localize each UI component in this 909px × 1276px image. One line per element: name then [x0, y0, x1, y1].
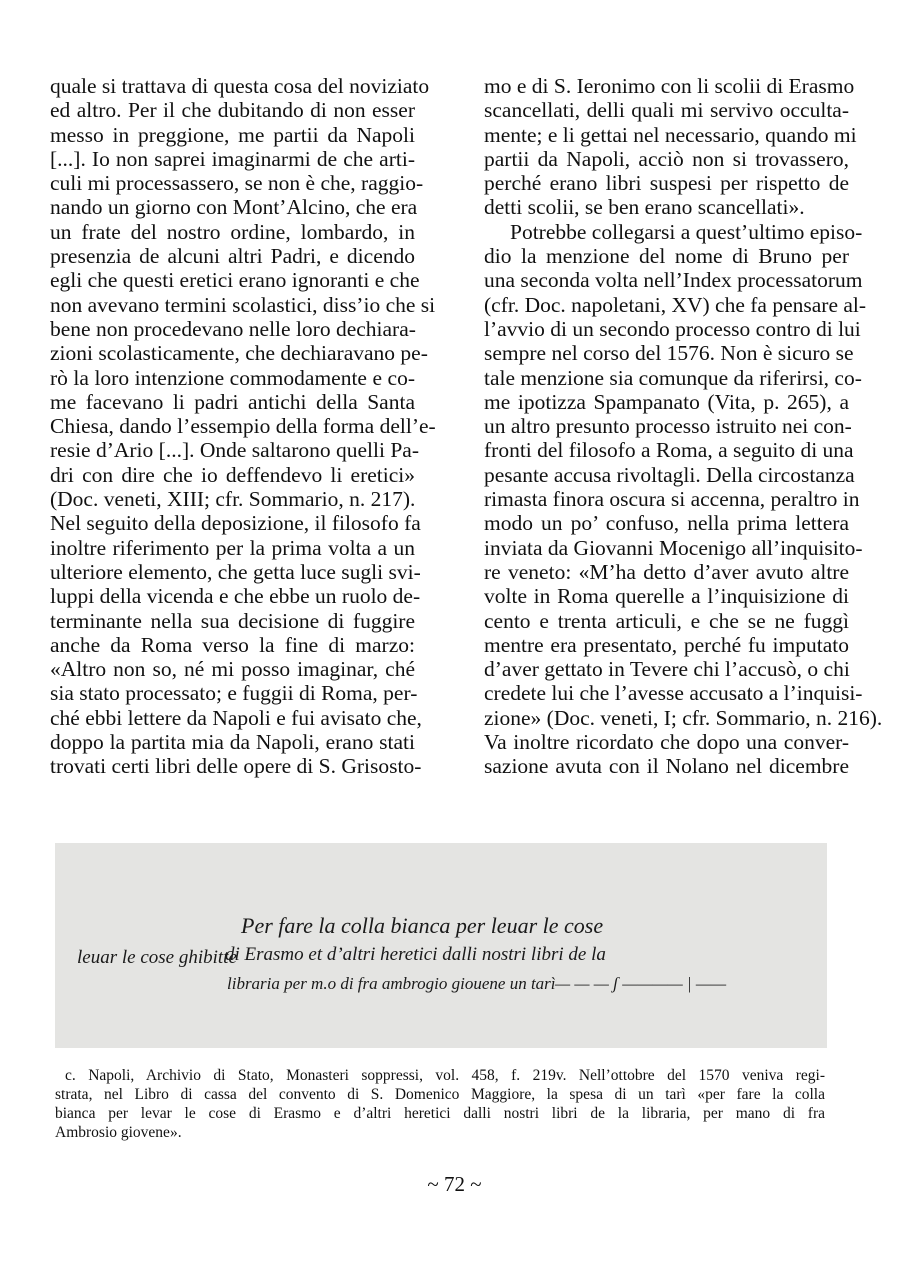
text-line: Chiesa, dando l’essempio della forma dell’e- [50, 414, 436, 439]
text-line: culi mi processassero, se non è che, raggio- [50, 171, 424, 196]
text-line: [...]. Io non saprei imaginarmi de che arti- [50, 146, 415, 171]
text-line: detti scolii, se ben erano scancellati». [484, 195, 805, 220]
text-line: terminante nella sua decisione di fuggire [50, 608, 415, 633]
text-line: partii da Napoli, acciò non si trovassero, [484, 146, 849, 171]
text-line: quale si trattava di questa cosa del noviziato [50, 74, 430, 98]
text-line: mentre era presentato, perché fu imputato [484, 632, 849, 657]
text-line: me facevano li padri antichi della Santa [50, 389, 415, 414]
text-line: ulteriore elemento, che getta luce sugli svi- [50, 559, 421, 584]
page-number: ~ 72 ~ [427, 1172, 482, 1196]
caption-line: Ambrosio giovene». [55, 1124, 182, 1141]
left-column [50, 74, 436, 779]
manuscript-image [55, 843, 827, 1048]
text-line: egli che questi eretici erano ignoranti e che [50, 268, 420, 293]
text-line: un altro presunto processo istruito nei con- [484, 414, 852, 439]
text-line: Potrebbe collegarsi a quest’ultimo episo- [510, 219, 863, 244]
manuscript-line: di Erasmo et d’altri heretici dalli nostri libri de la [225, 944, 606, 965]
text-line: un frate del nostro ordine, lombardo, in [50, 219, 415, 244]
text-line: re veneto: «M’ha detto d’aver avuto altre [484, 559, 849, 584]
text-line: d’aver gettato in Tevere chi l’accusò, o chi [484, 657, 850, 682]
text-line: una seconda volta nell’Index processatorum [484, 268, 863, 293]
text-line: credete lui che l’avesse accusato a l’inquisi- [484, 681, 863, 706]
text-line: volte in Roma querelle a l’inquisizione di [484, 584, 849, 609]
text-line: mente; e li gettai nel necessario, quando mi [484, 122, 857, 147]
text-line: fronti del filosofo a Roma, a seguito di una [484, 438, 854, 463]
caption-line: bianca per levar le cose di Erasmo e d’altri heretici dalli nostri libri de la libraria, per mano di fra [55, 1105, 825, 1122]
text-line: l’avvio di un secondo processo contro di lui [484, 316, 861, 341]
right-column [484, 74, 883, 779]
text-line: resie d’Ario [...]. Onde saltarono quelli Pa- [50, 438, 419, 463]
text-line: luppi della vicenda e che ebbe un ruolo de- [50, 584, 421, 609]
text-line: pesante accusa rivoltagli. Della circostanza [484, 462, 855, 487]
text-line: (Doc. veneti, XIII; cfr. Sommario, n. 217). [50, 487, 416, 512]
text-line: non avevano termini scolastici, diss’io che si [50, 292, 436, 317]
text-line: tale menzione sia comunque da riferirsi, co- [484, 365, 862, 390]
text-line: perché erano libri suspesi per rispetto de [484, 171, 849, 196]
text-line: scancellati, delli quali mi servivo occulta- [484, 98, 849, 123]
text-line: Va inoltre ricordato che dopo una conver- [484, 730, 849, 755]
text-line: Nel seguito della deposizione, il filosofo fa [50, 511, 421, 536]
text-line: messo in preggione, me partii da Napoli [50, 122, 415, 147]
caption-line: c. Napoli, Archivio di Stato, Monasteri soppressi, vol. 458, f. 219v. Nell’ottobre del 1570 veniva regi- [65, 1067, 825, 1084]
text-line: mo e di S. Ieronimo con li scolii di Erasmo [484, 74, 855, 98]
text-line: doppo la partita mia da Napoli, erano stati [50, 730, 415, 755]
figure-caption [55, 1066, 825, 1142]
text-line: dio la menzione del nome di Bruno per [484, 244, 849, 269]
text-line: modo un po’ confuso, nella prima lettera [484, 511, 849, 536]
text-line: ed altro. Per il che dubitando di non esser [50, 98, 415, 123]
text-line: «Altro non so, né mi posso imaginar, ché [50, 657, 415, 682]
text-line: rimasta finora oscura si accenna, peraltro in [484, 487, 860, 512]
text-line: sia stato processato; e fuggii di Roma, per- [50, 681, 418, 706]
text-line: anche da Roma verso la fine di marzo: [50, 632, 415, 657]
text-line: zione» (Doc. veneti, I; cfr. Sommario, n. 216). [484, 705, 883, 730]
text-line: rò la loro intenzione commodamente e co- [50, 365, 415, 390]
text-line: sempre nel corso del 1576. Non è sicuro se [484, 341, 854, 366]
manuscript-margin-note: leuar le cose ghibitte [77, 947, 237, 968]
manuscript-line: libraria per m.o di fra ambrogio giouene un tarì [227, 974, 556, 993]
text-line: dri con dire che io deffendevo li eretici» [50, 462, 415, 487]
text-line: sazione avuta con il Nolano nel dicembre [484, 754, 849, 779]
text-line: zioni scolasticamente, che dechiaravano pe- [50, 341, 428, 366]
text-line: me ipotizza Spampanato (Vita, p. 265), a [484, 389, 849, 414]
manuscript-plate [55, 843, 827, 1048]
caption-line: strata, nel Libro di cassa del convento di S. Domenico Maggiore, la spesa di un tarì «per fare la colla [55, 1086, 825, 1103]
text-line: inviata da Giovanni Mocenigo all’inquisito- [484, 535, 863, 560]
manuscript-line: Per fare la colla bianca per leuar le cose [241, 913, 604, 938]
text-line: ché ebbi lettere da Napoli e fui avisato che, [50, 705, 422, 730]
text-line: inoltre riferimento per la prima volta a un [50, 535, 415, 560]
text-line: trovati certi libri delle opere di S. Grisosto- [50, 754, 422, 779]
text-line: nando un giorno con Mont’Alcino, che era [50, 195, 418, 220]
text-line: presenzia de alcuni altri Padri, e dicendo [50, 244, 415, 269]
text-line: (cfr. Doc. napoletani, XV) che fa pensare al- [484, 292, 867, 317]
manuscript-line: — — — ʃ ———— | —— [555, 974, 727, 993]
text-line: bene non procedevano nelle loro dechiara- [50, 316, 416, 341]
text-line: cento e trenta articuli, e che se ne fuggì [484, 608, 849, 633]
